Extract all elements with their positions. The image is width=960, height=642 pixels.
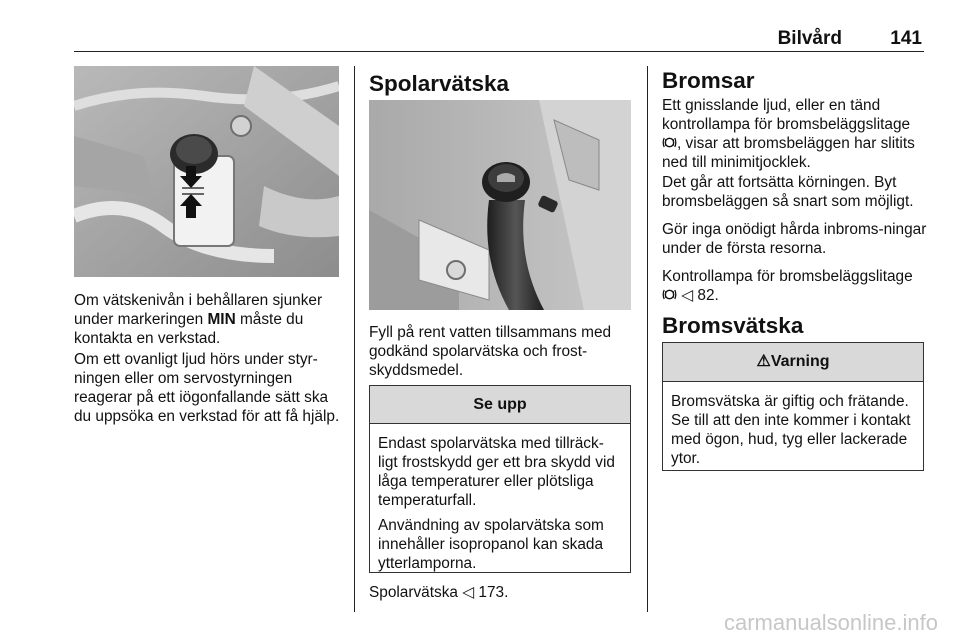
left-p1-text-end: måste du kontakta en verkstad.	[74, 311, 304, 347]
caution-box-title: Se upp	[370, 386, 630, 424]
reference-label: Spolarvätska	[369, 584, 458, 601]
brakes-paragraph-2: Det går att fortsätta körningen. Byt bromsbeläggen så snart som möjligt.	[662, 174, 914, 210]
page-number: 141	[890, 28, 922, 49]
caution-box-paragraph-2: Användning av spolarvätska som innehåller isopropanol kan skada ytterlamporna.	[378, 517, 604, 572]
power-steering-reservoir-photo	[74, 66, 339, 277]
warning-box-title	[663, 343, 923, 382]
column-divider-2	[647, 66, 648, 612]
left-p1-text: Om vätskenivån i behållaren sjunker under markeringen	[74, 292, 323, 328]
caution-box	[369, 385, 631, 573]
warning-title-text: Varning	[770, 353, 830, 370]
middle-paragraph-1: Fyll på rent vatten tillsammans med godkänd spolarvätska och frost-skyddsmedel.	[369, 324, 612, 379]
brakes-p1-text-end: , visar att bromsbeläggen har slitits ned till minimitjocklek.	[662, 135, 915, 171]
page-ref-arrow-icon: ◁	[462, 584, 475, 601]
column-divider-1	[354, 66, 355, 612]
brakes-paragraph-3: Gör inga onödigt hårda inbroms-ningar under de första resorna.	[662, 221, 927, 257]
min-marking: MIN	[207, 311, 236, 328]
reference-page: 173.	[478, 584, 509, 601]
brake-pad-wear-lamp-icon	[662, 287, 677, 302]
left-paragraph-2: Om ett ovanligt ljud hörs under styr-ningen eller om servostyrningen reagerar på ett iögonfallande sätt ska du uppsöka en verkstad för att få hjälp.	[74, 351, 340, 425]
washer-fluid-title: Spolarvätska	[369, 71, 510, 96]
warning-triangle-icon: ⚠	[756, 353, 771, 370]
brakes-paragraph-1	[662, 96, 928, 172]
brakes-title: Bromsar	[662, 68, 755, 93]
reference-page: 82.	[697, 287, 719, 304]
warning-box-text: Bromsvätska är giftig och frätande. Se till att den inte kommer i kontakt med ögon, hud, tyg eller lackerade ytor.	[671, 393, 911, 467]
caution-box-paragraph-1: Endast spolarvätska med tillräck-ligt frostskydd ger ett bra skydd vid låga temperaturer eller plötsliga temperaturfall.	[378, 435, 615, 509]
header-rule	[74, 51, 924, 52]
brakes-paragraph-4	[662, 267, 928, 305]
page-ref-arrow-icon: ◁	[681, 287, 694, 304]
brake-fluid-title: Bromsvätska	[662, 313, 804, 338]
warning-box	[662, 342, 924, 471]
brake-pad-wear-lamp-icon	[662, 135, 677, 150]
brakes-p4-text: Kontrollampa för bromsbeläggslitage	[662, 268, 913, 285]
washer-fluid-reference	[369, 583, 631, 602]
washer-fluid-reservoir-photo	[369, 100, 631, 310]
brakes-p1-text: Ett gnisslande ljud, eller en tänd kontrollampa för bromsbeläggslitage	[662, 97, 911, 133]
page-section-title: Bilvård	[777, 28, 842, 49]
left-paragraph-1	[74, 291, 344, 348]
watermark: carmanualsonline.info	[723, 610, 938, 635]
